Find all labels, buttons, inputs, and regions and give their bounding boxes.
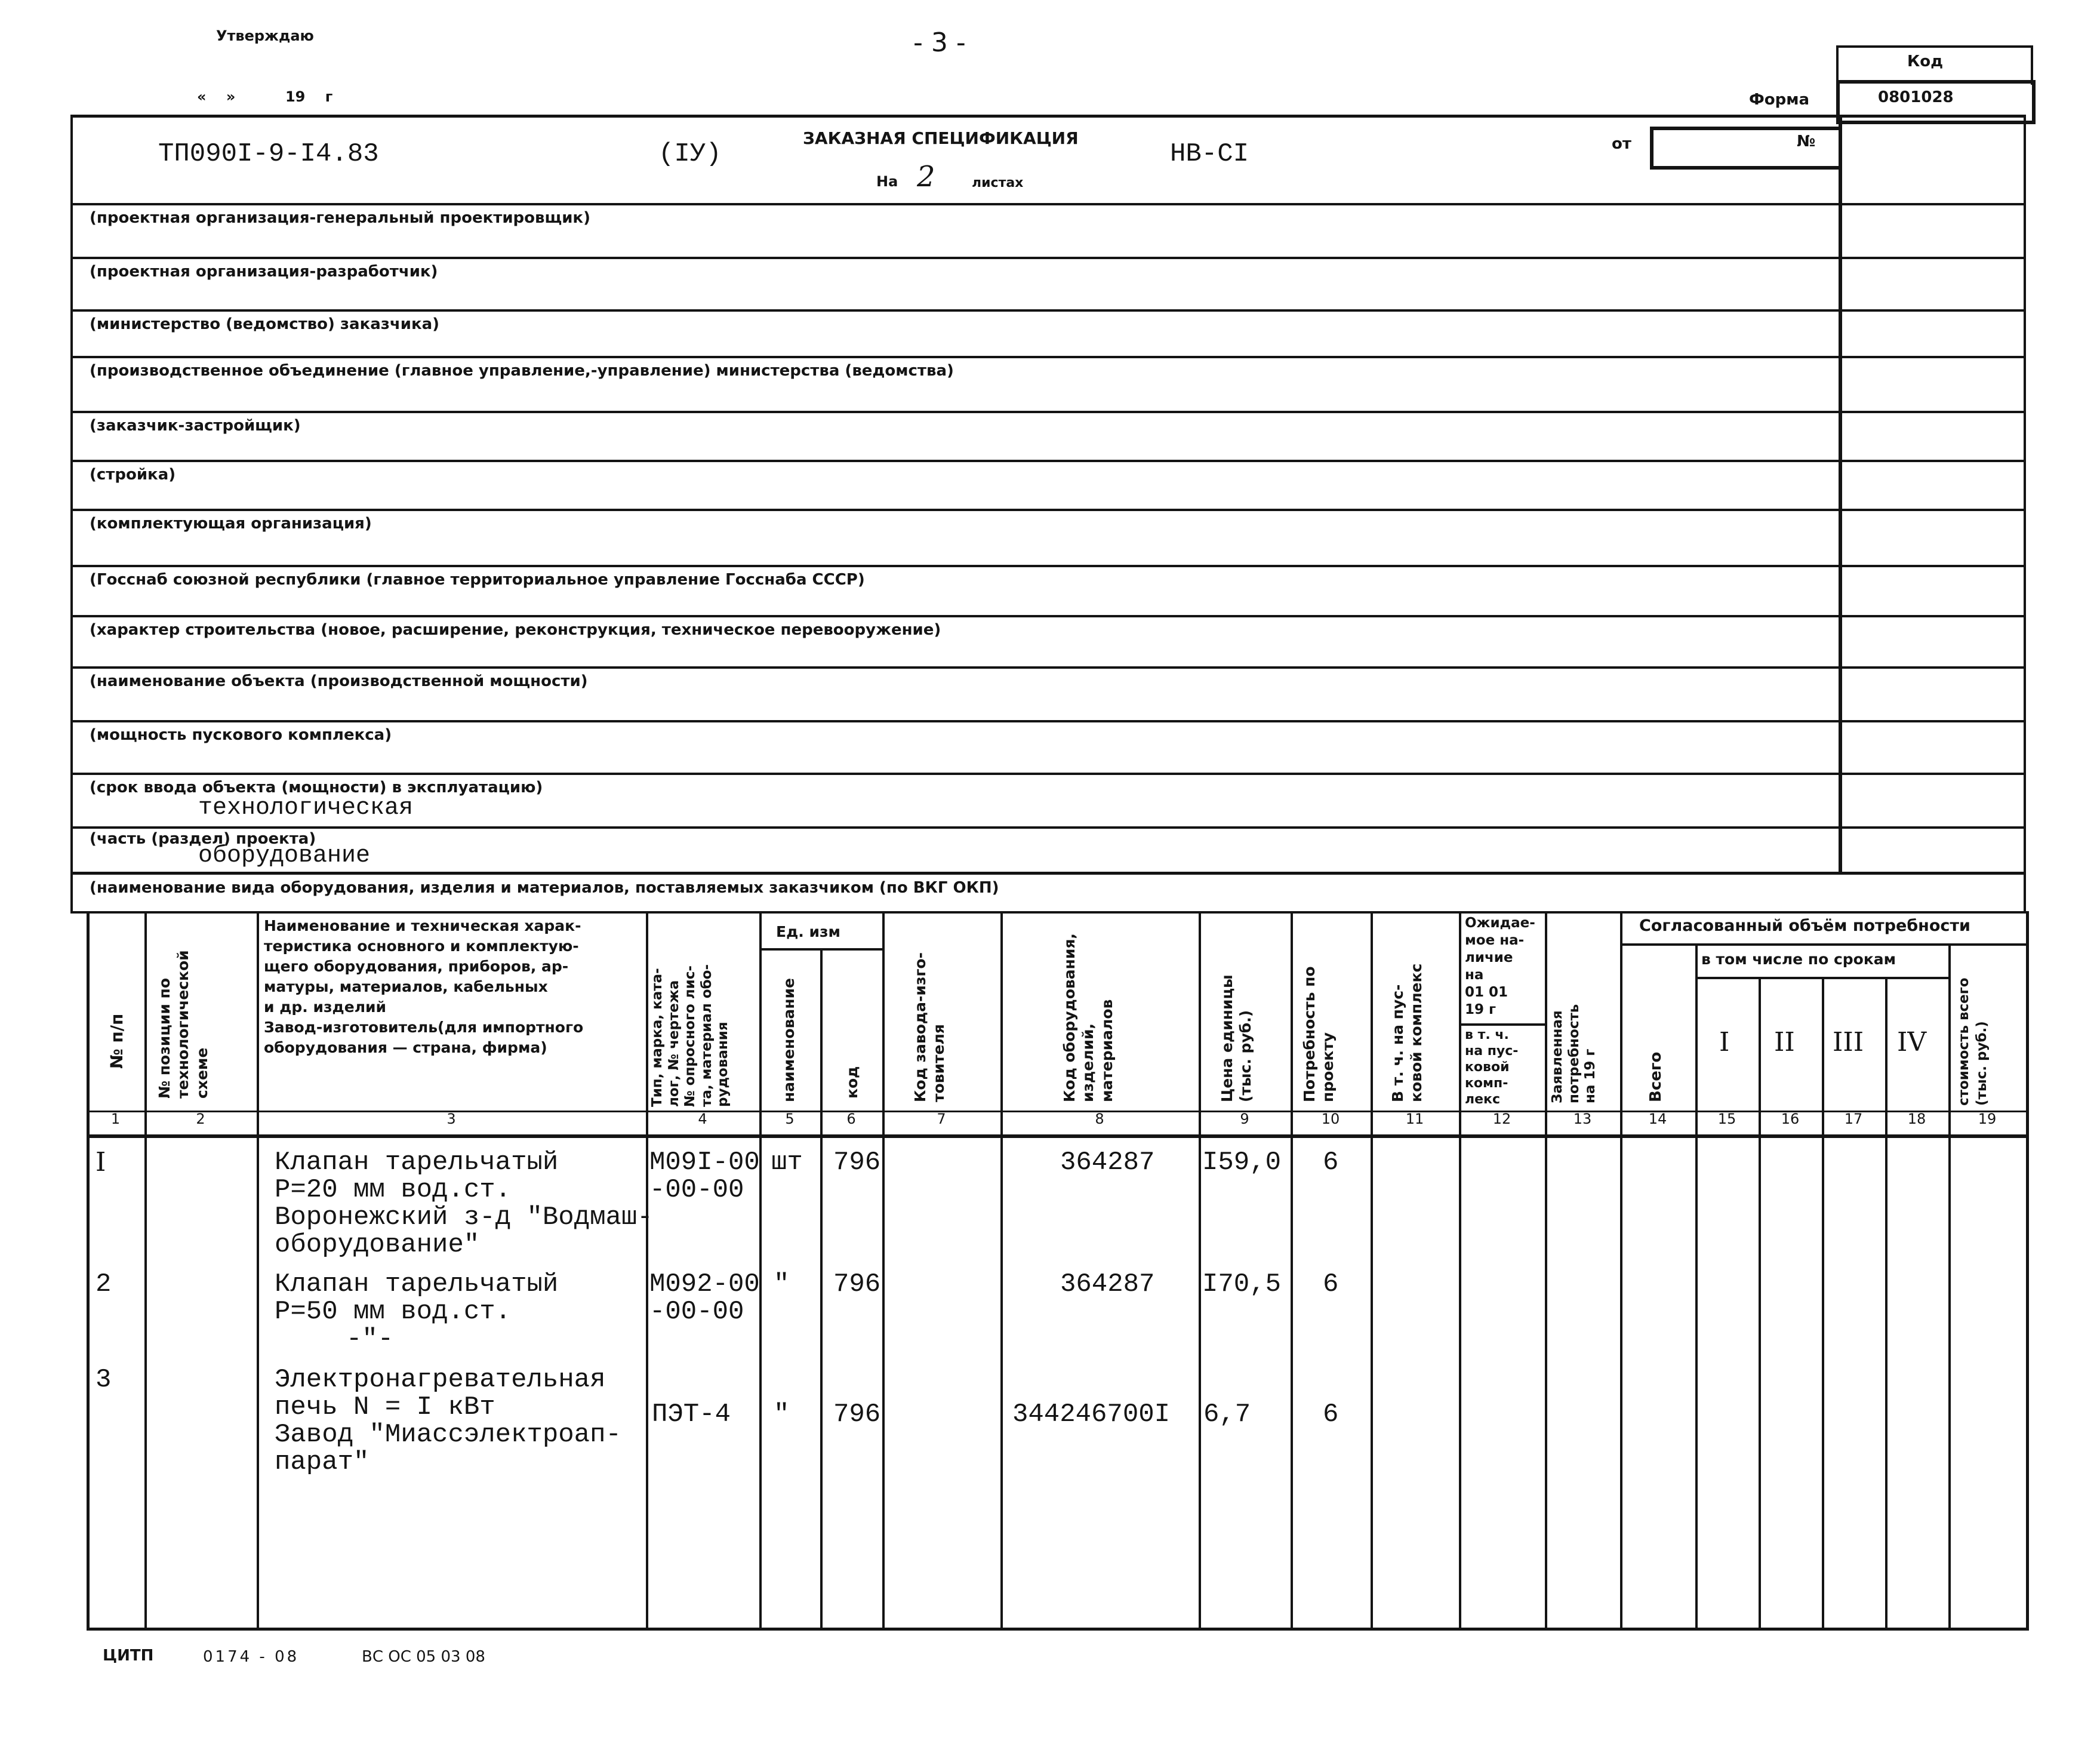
doc-title: ЗАКАЗНАЯ СПЕЦИФИКАЦИЯ [803, 128, 1079, 148]
col-header-16: II [1774, 1027, 1795, 1057]
col-header-10: Потребность по проекту [1301, 966, 1337, 1102]
col-header-by-terms: в том числе по срокам [1701, 951, 1896, 968]
col-number-18: 18 [1907, 1111, 1926, 1127]
col-number-9: 9 [1240, 1111, 1249, 1127]
col-header-15: I [1719, 1027, 1730, 1057]
field-label-5: (стройка) [90, 466, 176, 484]
row2-eq-code: 364287 [1060, 1269, 1155, 1299]
row2-unit-code: 796 [833, 1269, 881, 1299]
field-label-12: (часть (раздел) проекта) [90, 830, 316, 848]
row3-type: ПЭТ-4 [652, 1400, 731, 1429]
col-header-1: № п/п [107, 1013, 127, 1069]
col-number-10: 10 [1321, 1111, 1340, 1127]
kod-label: Код [1907, 53, 1944, 70]
approval-label: Утверждаю [216, 27, 314, 44]
row1-eq-code: 364287 [1060, 1148, 1155, 1177]
sheets-suffix: листах [972, 176, 1024, 190]
col-header-4: Тип, марка, ката- лог, № чертежа № опросного лис- та, материал обо- рудования [649, 964, 731, 1107]
col-header-12-top: Ожидае- мое на- личие на 01 01 19 г [1465, 915, 1535, 1017]
row3-unit-code: 796 [833, 1400, 881, 1429]
col-number-1: 1 [110, 1111, 121, 1127]
row2-unit: " [774, 1269, 790, 1299]
footer-code: ВС ОС 05 03 08 [362, 1648, 485, 1666]
row1-need: 6 [1323, 1148, 1339, 1177]
field-label-13: (наименование вида оборудования, изделия и материалов, поставляемых заказчиком (по ВКГ ОКП) [90, 879, 999, 897]
sheets-count: 2 [917, 160, 935, 193]
footer-number: 0174 - 08 [203, 1648, 300, 1666]
row3-name: Электронагревательная печь N = I кВт Завод "Миассэлектроап- парат" [275, 1365, 621, 1477]
left-rule [70, 115, 73, 914]
col-header-12-bottom: в т. ч. на пус- ковой комп- лекс [1465, 1028, 1519, 1107]
right-inner-rule [1839, 115, 1842, 872]
col-number-17: 17 [1844, 1111, 1863, 1127]
col-header-11: В т. ч. на пус- ковой комплекс [1389, 963, 1425, 1102]
row2-name: Клапан тарельчатый Р=50 мм вод.ст. -"- [275, 1269, 559, 1354]
forma-label: Форма [1749, 91, 1810, 109]
page-number: - 3 - [913, 27, 966, 58]
col-header-8: Код оборудования, изделий, материалов [1061, 933, 1116, 1102]
field-value-12: оборудование [198, 842, 371, 869]
row2-num: 2 [96, 1269, 112, 1299]
approval-date: « » 19 г [197, 88, 333, 105]
col-header-18: IV [1897, 1027, 1927, 1057]
row3-eq-code: 344246700I [1012, 1400, 1171, 1429]
col-header-13: Заявленная потребность на 19 г [1550, 1004, 1599, 1103]
field-label-4: (заказчик-застройщик) [90, 417, 301, 435]
col-number-6: 6 [846, 1111, 856, 1127]
col-number-2: 2 [196, 1111, 205, 1127]
row1-unit: шт [771, 1148, 803, 1177]
col-number-7: 7 [937, 1111, 946, 1127]
field-label-1: (проектная организация-разработчик) [90, 263, 438, 281]
field-label-10: (мощность пускового комплекса) [90, 726, 392, 744]
row1-type: М09I-00 -00-00 [649, 1148, 760, 1205]
field-label-7: (Госснаб союзной республики (главное территориальное управление Госснаба СССР) [90, 571, 865, 589]
field-label-9: (наименование объекта (производственной мощности) [90, 672, 588, 690]
col-number-12: 12 [1492, 1111, 1511, 1127]
col-header-7: Код завода-изго- товителя [912, 952, 948, 1102]
row1-num: I [96, 1147, 106, 1177]
col-header-9: Цена единицы (тыс. руб.) [1218, 974, 1255, 1102]
col-number-3: 3 [447, 1111, 456, 1127]
field-label-6: (комплектующая организация) [90, 515, 372, 533]
series: НВ-CI [1170, 139, 1249, 169]
footer-org: ЦИТП [103, 1647, 154, 1665]
top-rule [70, 115, 2026, 118]
ot-label: от [1612, 135, 1631, 153]
field-label-3: (производственное объединение (главное управление,-управление) министерства (ведомства) [90, 362, 954, 380]
row2-type: М092-00 -00-00 [649, 1269, 760, 1327]
col-header-6: код [843, 1066, 861, 1099]
field-label-8: (характер строительства (новое, расширение, реконструкция, техническое перевооружение) [90, 621, 941, 639]
row3-num: 3 [96, 1365, 112, 1395]
row1-name: Клапан тарельчатый Р=20 мм вод.ст. Воронежский з-д "Водмаш- оборудование" [275, 1148, 653, 1260]
field-label-11: (срок ввода объекта (мощности) в эксплуатацию) [90, 779, 543, 796]
row1-price: I59,0 [1202, 1148, 1282, 1177]
col-header-14: Всего [1647, 1051, 1665, 1102]
forma-code: 0801028 [1878, 88, 1954, 106]
field-label-0: (проектная организация-генеральный проектировщик) [90, 209, 590, 227]
field-value-11: технологическая [198, 795, 414, 822]
col-header-19: стоимость всего (тыс. руб.) [1956, 977, 1990, 1106]
field-label-2: (министерство (ведомство) заказчика) [90, 315, 440, 333]
doc-part: (IУ) [658, 139, 722, 169]
col-header-5: наименование [780, 978, 797, 1102]
row3-need: 6 [1323, 1400, 1339, 1429]
row1-unit-code: 796 [833, 1148, 881, 1177]
row2-price: I70,5 [1202, 1269, 1282, 1299]
col-header-3: Наименование и техническая харак- теристика основного и комплектую- щего оборудования, приборов, ар- матуры, материалов, кабельных и др. изделий Завод-изготовитель(для импортного оборудования — страна, фирма) [264, 917, 584, 1056]
num-label: № [1797, 133, 1816, 150]
col-header-17: III [1833, 1027, 1864, 1057]
row2-need: 6 [1323, 1269, 1339, 1299]
col-number-4: 4 [698, 1111, 707, 1127]
col-number-14: 14 [1648, 1111, 1667, 1127]
col-number-5: 5 [785, 1111, 795, 1127]
row3-price: 6,7 [1203, 1400, 1251, 1429]
sheets-prefix: На [876, 173, 898, 190]
col-number-16: 16 [1781, 1111, 1800, 1127]
doc-code: ТП090I-9-I4.83 [158, 139, 379, 169]
right-outer-rule [2024, 115, 2026, 914]
col-header-unit: Ед. изм [776, 923, 840, 940]
col-number-13: 13 [1573, 1111, 1592, 1127]
col-number-15: 15 [1717, 1111, 1736, 1127]
row3-unit: " [774, 1400, 790, 1429]
col-header-agreed: Согласованный объём потребности [1639, 916, 1970, 935]
col-number-11: 11 [1405, 1111, 1424, 1127]
col-number-8: 8 [1095, 1111, 1104, 1127]
col-number-19: 19 [1978, 1111, 1997, 1127]
col-header-2: № позиции по технологической схеме [156, 950, 211, 1099]
